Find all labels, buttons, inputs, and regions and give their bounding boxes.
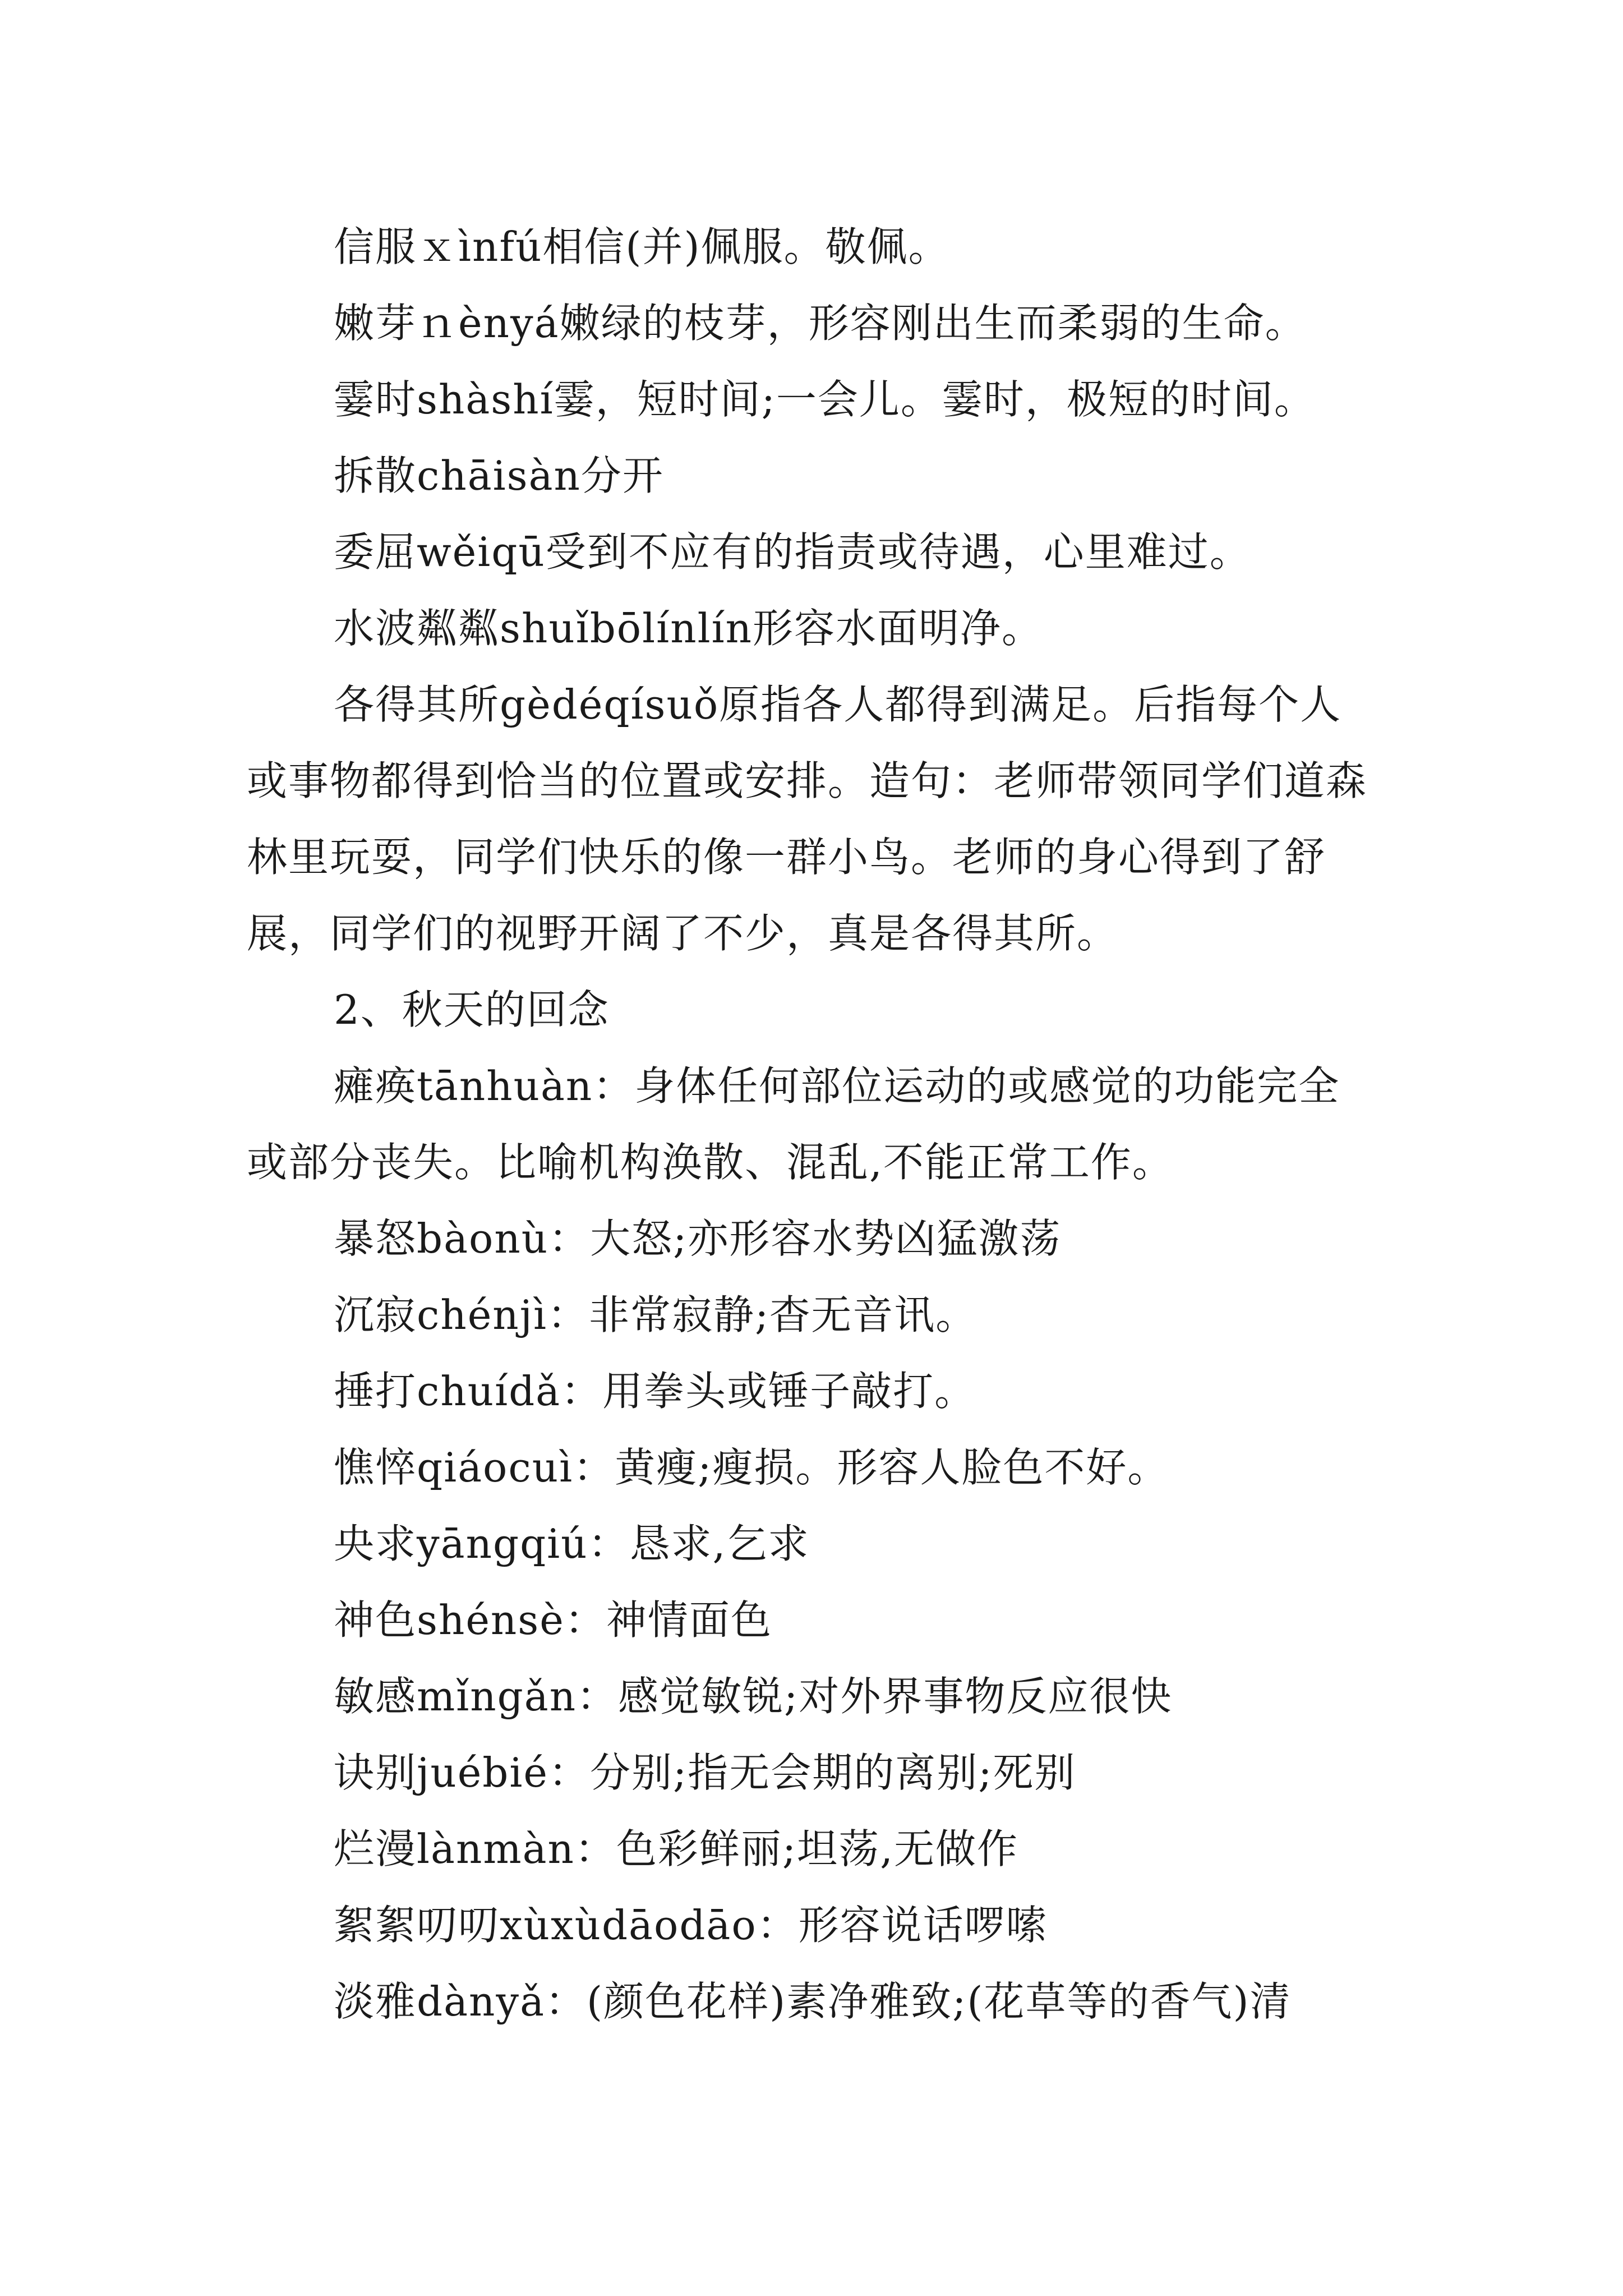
paragraph-yangqiu: 央求yāngqiú：恳求,乞求 — [334, 1520, 810, 1567]
paragraph-baonu: 暴怒bàonù：大怒;亦形容水势凶猛激荡 — [334, 1215, 1062, 1262]
paragraph-shense: 神色shénsè：神情面色 — [334, 1596, 772, 1644]
paragraph-chuida: 捶打chuídǎ：用拳头或锤子敲打。 — [334, 1368, 976, 1415]
section-heading: 2、秋天的回念 — [334, 986, 610, 1033]
paragraph-chaisan: 拆散chāisàn分开 — [334, 452, 664, 499]
paragraph-shuibolinlin: 水波粼粼shuǐbōlínlín形容水面明净。 — [334, 605, 1044, 652]
paragraph-gedeqisuo: 各得其所gèdéqísuǒ原指各人都得到满足。后指每个人或事物都得到恰当的位置或安排。造句：老师带领同学们道森林里玩耍，同学们快乐的像一群小鸟。老师的身心得到了舒展，同学们的视野开阔了不少，真是各得其所。 — [247, 681, 1368, 957]
paragraph-xuxudaodao: 絮絮叨叨xùxùdāodāo：形容说话啰嗦 — [334, 1902, 1048, 1949]
paragraph-mingan: 敏感mǐngǎn：感觉敏锐;对外界事物反应很快 — [334, 1673, 1173, 1720]
document-body — [247, 209, 1380, 2040]
paragraph-danya: 淡雅dànyǎ：(颜色花样)素净雅致;(花草等的香气)清 — [334, 1978, 1292, 2025]
paragraph-qiaocui: 憔悴qiáocuì：黄瘦;瘦损。形容人脸色不好。 — [334, 1444, 1169, 1491]
paragraph-lanman: 烂漫lànmàn：色彩鲜丽;坦荡,无做作 — [334, 1825, 1019, 1872]
paragraph-juebie: 诀别juébié：分别;指无会期的离别;死别 — [334, 1749, 1076, 1796]
paragraph-xinfu: 信服ｘìnfú相信(并)佩服。敬佩。 — [334, 223, 950, 270]
paragraph-tanhuan: 瘫痪tānhuàn：身体任何部位运动的或感觉的功能完全或部分丧失。比喻机构涣散、混乱,不能正常工作。 — [247, 1062, 1340, 1186]
paragraph-chenji: 沉寂chénjì：非常寂静;杳无音讯。 — [334, 1291, 978, 1338]
paragraph-weiqu: 委屈wěiqū受到不应有的指责或待遇，心里难过。 — [334, 528, 1251, 576]
paragraph-nenya: 嫩芽ｎènyá嫩绿的枝芽，形容刚出生而柔弱的生命。 — [334, 300, 1307, 347]
paragraph-shashi: 霎时shàshí霎，短时间;一会儿。霎时，极短的时间。 — [334, 376, 1316, 423]
